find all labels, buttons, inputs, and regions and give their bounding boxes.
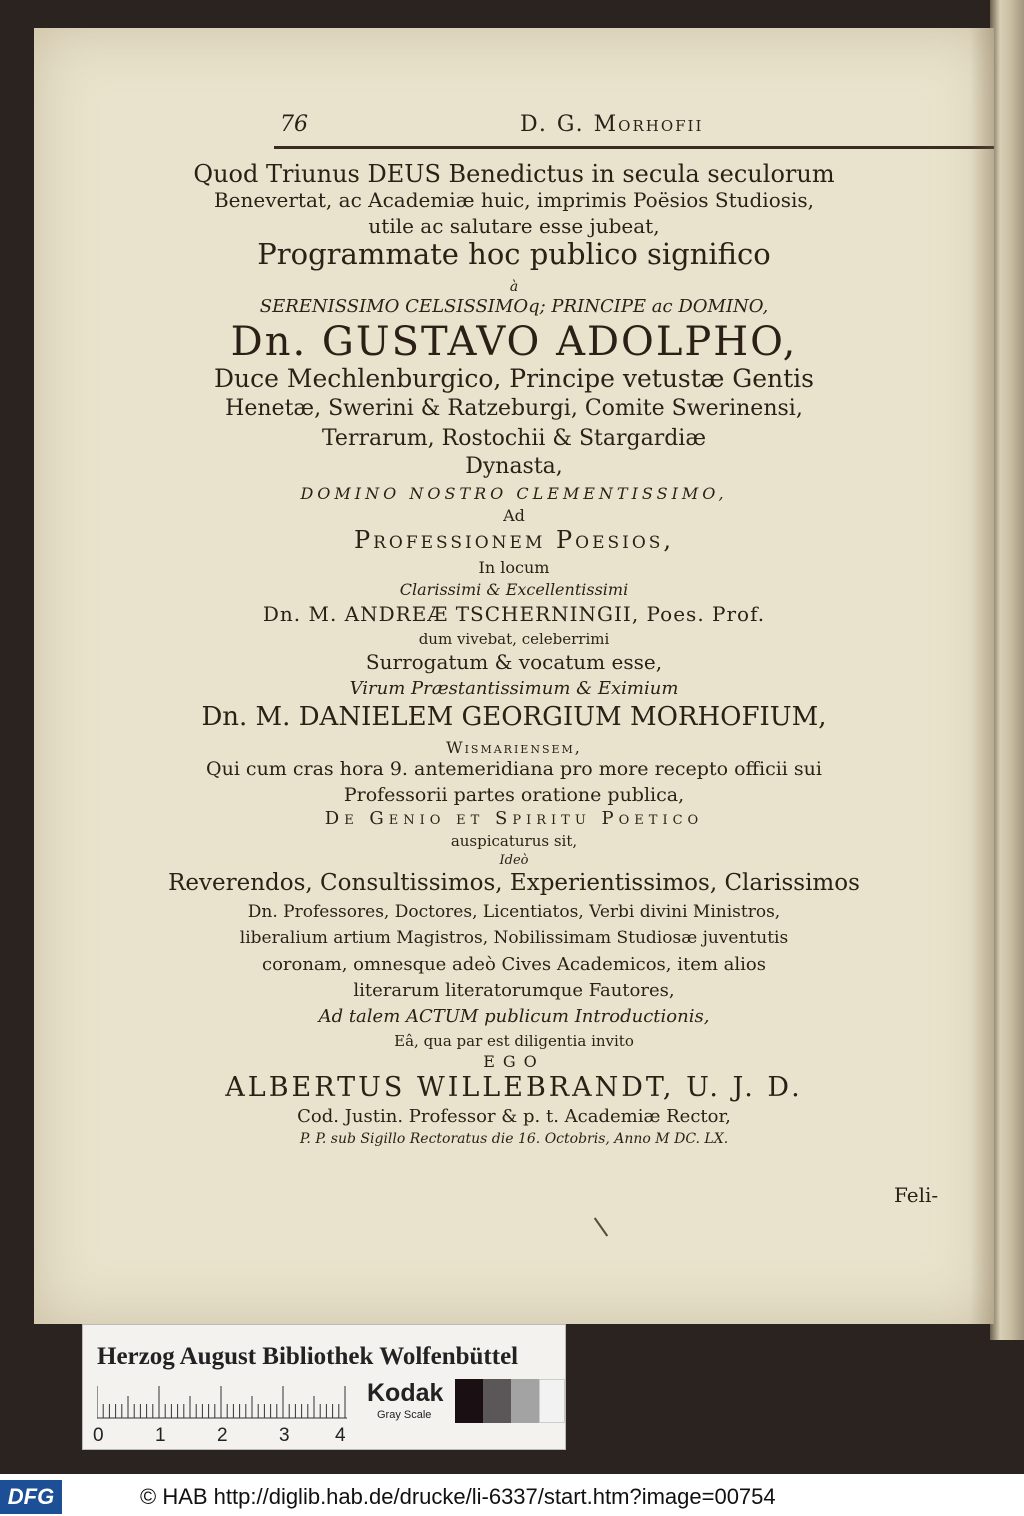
gray-swatch: [455, 1379, 483, 1423]
text-line: Dn. GUSTAVO ADOLPHO,: [230, 319, 798, 365]
text-line: Ad talem ACTUM publicum Introductionis,: [318, 1006, 710, 1027]
text-line: Ideò: [499, 853, 529, 868]
text-line: Professionem Poesios,: [353, 526, 675, 554]
text-line: Professorii partes oratione publica,: [343, 784, 685, 806]
text-line: Programmate hoc publico significo: [257, 237, 771, 271]
text-line: Terrarum, Rostochii & Stargardiæ: [321, 426, 707, 451]
running-head: D. G. Morhofii: [520, 112, 704, 137]
text-line: dum vivebat, celeberrimi: [418, 630, 610, 648]
page-number: 76: [280, 112, 308, 137]
text-line: Dynasta,: [465, 454, 563, 479]
text-line: coronam, omnesque adeò Cives Academicos, item alios: [261, 954, 766, 975]
header-rule: [274, 146, 994, 149]
text-line: utile ac salutare esse jubeat,: [368, 214, 660, 238]
text-line: Qui cum cras hora 9. antemeridiana pro more recepto officii sui: [206, 758, 822, 780]
adjacent-page-edge: [990, 0, 1024, 1340]
text-line: Clarissimi & Excellentissimi: [399, 580, 629, 599]
copyright-link[interactable]: © HAB http://diglib.hab.de/drucke/li-6337/start.htm?image=00754: [140, 1484, 776, 1509]
text-line: Dn. M. DANIELEM GEORGIUM MORHOFIUM,: [201, 702, 827, 732]
ruler-label: 1: [155, 1425, 166, 1446]
text-line: auspicaturus sit,: [450, 832, 578, 850]
text-line: Benevertat, ac Academiæ huic, imprimis Poësios Studiosis,: [213, 188, 815, 212]
gray-scale-label: Gray Scale: [377, 1409, 432, 1421]
institution-name: Herzog August Bibliothek Wolfenbüttel: [97, 1343, 519, 1370]
dfg-logo: DFG: [0, 1480, 62, 1514]
text-line: Virum Præstantissimum & Eximium: [349, 678, 679, 699]
gray-swatch: [483, 1379, 511, 1423]
text-line: Duce Mechlenburgico, Principe vetustæ Gentis: [213, 364, 814, 393]
gray-swatch: [539, 1379, 565, 1423]
text-line: ALBERTUS WILLEBRANDT, U. J. D.: [225, 1072, 803, 1103]
text-line: Henetæ, Swerini & Ratzeburgi, Comite Swerinensi,: [225, 396, 803, 421]
text-line: Dn. Professores, Doctores, Licentiatos, Verbi divini Ministros,: [247, 902, 781, 922]
ruler-label: 3: [279, 1425, 290, 1446]
text-line: DOMINO NOSTRO CLEMENTISSIMO,: [300, 484, 728, 503]
text-line: Eâ, qua par est diligentia invito: [394, 1032, 634, 1050]
text-line: Quod Triunus DEUS Benedictus in secula seculorum: [193, 160, 835, 188]
gray-swatch: [511, 1379, 539, 1423]
kodak-logo: Kodak: [367, 1379, 444, 1407]
text-line: literarum literatorumque Fautores,: [353, 980, 675, 1001]
text-line: à: [509, 279, 519, 295]
ruler: [97, 1385, 352, 1419]
text-line: liberalium artium Magistros, Nobilissimam Studiosæ juventutis: [239, 928, 789, 948]
catchword: Feli-: [894, 1183, 939, 1207]
text-line: P. P. sub Sigillo Rectoratus die 16. Octobris, Anno M DC. LX.: [299, 1131, 729, 1147]
color-card: [82, 1324, 566, 1450]
text-line: Cod. Justin. Professor & p. t. Academiæ Rector,: [297, 1106, 731, 1127]
text-line: EGO: [483, 1052, 545, 1071]
ruler-label: 2: [217, 1425, 228, 1446]
ruler-label: 0: [93, 1425, 104, 1446]
text-line: Surrogatum & vocatum esse,: [365, 650, 663, 674]
ruler-label: 4: [335, 1425, 346, 1446]
book-page: [34, 28, 994, 1324]
text-line: Reverendos, Consultissimos, Experientissimos, Clarissimos: [168, 870, 860, 896]
text-line: In locum: [478, 558, 550, 577]
text-line: Dn. M. ANDREÆ TSCHERNINGII, Poes. Prof.: [262, 602, 766, 626]
text-line: De Genio et Spiritu Poetico: [324, 808, 704, 829]
text-line: Wismariensem,: [446, 738, 582, 757]
text-line: Ad: [503, 506, 525, 525]
ink-mark: [594, 1217, 608, 1236]
text-line: SERENISSIMO CELSISSIMOq; PRINCIPE ac DOMINO,: [259, 296, 769, 317]
